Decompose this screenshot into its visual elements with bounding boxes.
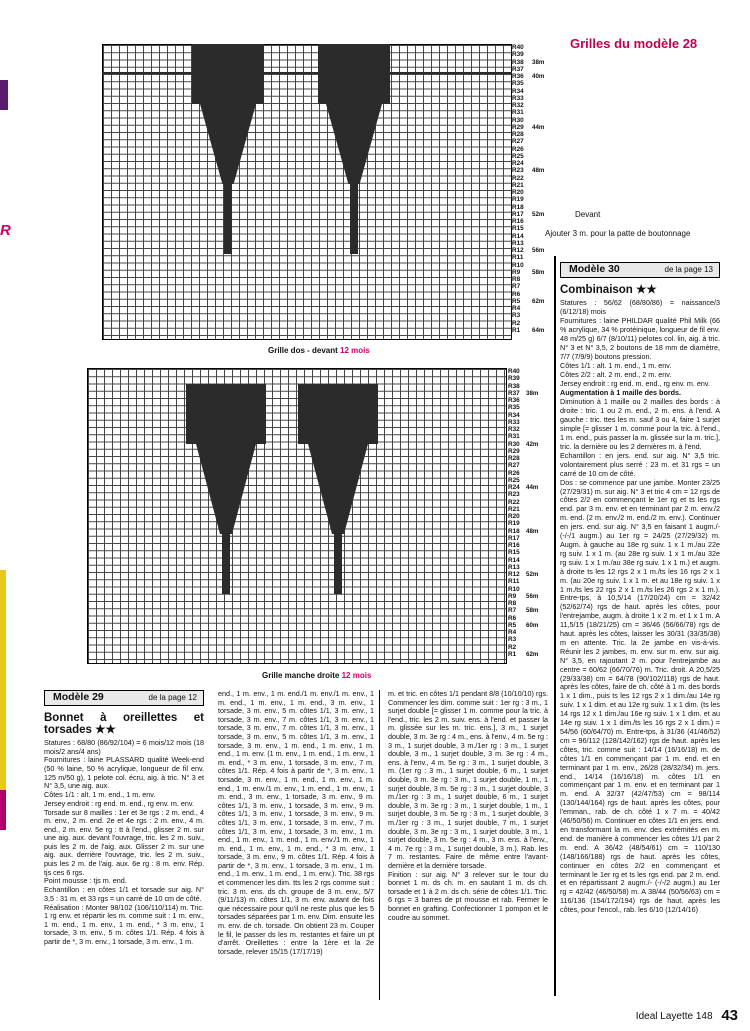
row-label: R12 (508, 571, 520, 578)
size-marker: 38m (526, 389, 539, 397)
size-marker: 62m (532, 297, 545, 305)
model-29-fournitures: Fournitures : laine PLASSARD qualité Week-end (50 % laine, 50 % acrylique, longueur de fil env. 125 m/50 g), 1 pelote col. écru, aig. à tric. N° 3 et N° 3,5, une aig. aux. (44, 755, 204, 791)
row-label: R23 (508, 491, 520, 499)
row-label: R20 (508, 513, 520, 520)
page-number: 43 (721, 1007, 738, 1024)
row-label: R10 (512, 261, 524, 269)
row-label: R9 (512, 268, 521, 276)
model-30-page-ref: de la page 13 (664, 265, 713, 274)
row-label: R31 (512, 109, 524, 117)
row-label: R21 (512, 181, 524, 189)
row-label: R1 (512, 326, 521, 334)
model-29-name: Modèle 29 (53, 691, 104, 703)
buttonhole-note: Ajouter 3 m. pour la patte de boutonnage (545, 229, 691, 238)
row-label: R36 (508, 397, 520, 404)
size-marker: 48m (532, 167, 545, 175)
model-30-name: Modèle 30 (569, 263, 620, 275)
row-label: R6 (512, 290, 521, 298)
row-label: R21 (508, 505, 520, 513)
model-30-jersey: Jersey endroit : rg end. m. end., rg env. m. env. (560, 378, 710, 388)
model-29-torsade: Torsade sur 8 mailles : 1er et 3e rgs : 2 m. end., 4 m. env., 2 m. end. 2e et 4e rgs : 2 m. env., 4 m. end., 2 m. env. 5e rg : tt à l'end., glisser 2 m. sur une aig. aux. devant l'ouvrage, tric. les 2 m. suiv., puis les 2 m. de l'aig. aux. Glisser 2 m. sur une aig. aux. derrière l'ouvrage, tric. les 2 m. suiv., puis les 2 m. de l'aig. aux. 6e rg : 8 m. env. Rép. tjs ces 6 rgs. (44, 807, 204, 877)
model-29-jersey: Jersey endroit : rg end. m. end., rg env. m. env. (44, 798, 194, 808)
size-marker: 44m (526, 484, 539, 491)
row-label: R18 (508, 527, 520, 535)
model-29-point-mousse: Point mousse : tjs m. end. (44, 876, 127, 886)
row-label: R14 (508, 556, 520, 564)
model-30-dos: Dos : se commence par une jambe. Monter 23/25 (27/29/31) m. sur aig. N° 3 et tric 4 cm = 12 rgs de côtes 2/2 en commençant le 1er rg et ts les rgs end. par 3 m. env. et en terminant par 2 m. env./2 m. end. (2 m. env./2 m. end./2 m. env.). Continuer en jers. end. sur aig. N° 3,5 en faisant 1 augm./- (-/-/1 augm.) au 1er rg = 24/25 (27/29/32) m. Augm. à gauche au 18e rg suiv. 1 x 1 m./au 22e rg suiv. 1 x 1 m. (au 28e rg suiv. 1 x 1 m./au 32e rg suiv. 1 x 1 m./au 38e rg suiv. 1 x 1 m.) et augm. à droite ts les 12 rgs 2 x 1 m./ts les 16 rgs 2 x 1 m. (au 20e rg suiv. 1 x 1 m. et au 18e rg suiv. 1 x 1 m./ts les 22 rgs 2 x 1 m./ts les 26 rgs 2 x 1 m.). Entre-tps, à 10,5/14 (17/20/24) cm = 32/42 (52/62/74) rgs de haut. après les côtes, pour l'entrejambe, augm. à droite 1 x 2 m. et 1 x 1 m. A 11,5/15 (18/21/25) cm = 36/46 (56/66/78) rgs de haut. après les côtes, laisser les 30/31 (33/35/38) m en attente. Tric. la 2e jambe en vis-à-vis. Réunir les 2 jambes, m. env. sur m. env. sur aig. N° 3,5, en rajoutant 2 m. pour l'entrejambe au centre = 60/62 (66/70/76) m. Tric. droit. A 20,5/25 (29/33/38) cm = 64/78 (90/102/118) rgs de haut. après les côtes, faire de ch. côté à 1 m. des bords 1 x 1 dim., puis ts les 12 rgs 2 x 1 dim./au 14e rg suiv. 1 x 1 dim. et au 12e rg suiv. 1 x 1 dim. (ts les 14 rgs 12 x 1 dim./au 16e rg suiv. 1 x 1 dim. et au 14e rg suiv. 1 x 1 dim./ts les 16 rgs 2 x 1 dim.) = 54/56 (60/64/70) m. Entre-tps, à 31/36 (41/46/52) cm = 96/112 (128/142/162) rgs de haut. après les côtes, tric. comme suit : 14/14 (16/16/18) m. de côtes 1/1 en commençant par 1 m. end. et en terminant par 1 m. env., 26/28 (28/32/34) m. jers. end., 14/14 (16/16/18) m. côtes 1/1 en commençant par 1 m. env. et en terminant par 1 m. end. A 32/37 (42/47/53) cm = 98/114 (130/144/164) rgs de haut. après les côtes, pour l'emman., rab. de ch. côté 1 x 7 m. = 40/42 (46/50/56) m. Continuer en côtes 1/1 en jers. end. en transformant la m. env. des extrémités en m. end. de manière à commencer les côtes 1/1 par 2 m. end. A 36/42 (48/54/61) cm = 110/130 (148/166/188) rgs de haut. après les côtes, continuer en côtes 2/2 en commençant et terminant le 1er rg et ts les rgs end. par 2 m. end. et en répartissant 2 augm./- (-/-/2 augm.) au 1er rg = 42/42 (46/50/58) m. A 38/44 (50/56/63) cm = 116/136 (154/172/194) rgs de haut. après les côtes, pour l'encol., rab. les 6/10 (12/14/16) (560, 477, 720, 915)
row-label: R39 (508, 375, 520, 383)
row-label: R24 (512, 160, 524, 167)
row-label: R37 (508, 389, 520, 397)
model-30-cotes-2-2: Côtes 2/2 : alt. 2 m. end., 2 m. env. (560, 369, 672, 379)
model-30-augmentation: Augmentation à 1 maille des bords. (560, 388, 682, 397)
model-30-column (560, 262, 720, 915)
row-label: R10 (508, 585, 520, 593)
row-label: R20 (512, 189, 524, 196)
row-label: R32 (512, 102, 524, 109)
model-29-column-2 (218, 690, 374, 957)
neck-step (102, 72, 512, 74)
row-label: R34 (508, 411, 520, 419)
row-label: R34 (512, 87, 524, 95)
cable-stem-1 (222, 534, 230, 594)
row-label: R5 (508, 621, 517, 629)
column-divider (554, 256, 556, 996)
cable-stem-2 (350, 184, 358, 254)
model-30-header (560, 262, 720, 278)
row-label: R11 (508, 578, 520, 586)
grid-dos-caption: Grille dos - devant 12 mois (268, 346, 370, 355)
size-marker: 60m (526, 621, 539, 629)
row-label: R27 (508, 462, 520, 470)
size-marker: 48m (526, 527, 539, 535)
row-label: R26 (512, 145, 524, 153)
row-label: R17 (512, 210, 524, 218)
row-label: R2 (508, 643, 517, 651)
row-label: R14 (512, 232, 524, 240)
column-divider-bottom (379, 690, 380, 1000)
row-label: R22 (508, 498, 520, 506)
model-30-echantillon: Echantillon : en jers. end. sur aig. N° 3,5 tric. volontairement plus serré : 23 m. et 31 rgs = un carré de 10 cm de côté. (560, 450, 720, 478)
row-label: R29 (508, 447, 520, 455)
row-label: R31 (508, 433, 520, 441)
row-label: R2 (512, 319, 521, 327)
model-29-finition: Finition : sur aig. N° 3 relever sur le tour du bonnet 1 m. ds ch. m. en sautant 1 m. ds ch. torsade et 1 à 2 m. ds ch. série de côtes 1/1. Tric. 6 rgs = 3 barres de pt mousse et rab. Fermer le bonnet en grafting. Confectionner 1 pompon et le coudre au sommet. (388, 869, 548, 922)
size-marker: 52m (526, 571, 539, 578)
row-label: R13 (512, 239, 524, 247)
row-label: R11 (512, 254, 524, 262)
row-label: R30 (512, 116, 524, 124)
row-label: R7 (512, 283, 521, 291)
edge-color-mark-yellow (0, 570, 6, 790)
row-label: R23 (512, 167, 524, 175)
row-label: R40 (508, 368, 520, 375)
decorative-letter-r: R (0, 222, 11, 239)
model-29-cotes: Côtes 1/1 : alt. 1 m. end., 1 m. env. (44, 789, 156, 799)
row-label: R19 (512, 196, 524, 204)
page-title: Grilles du modèle 28 (570, 36, 698, 51)
row-label: R22 (512, 174, 524, 182)
row-label: R8 (512, 276, 521, 283)
row-label: R12 (512, 247, 524, 254)
size-marker: 58m (526, 607, 539, 615)
row-label: R6 (508, 614, 517, 622)
model-29-echantillon: Echantillon : en côtes 1/1 et torsade sur aig. N° 3,5 : 31 m. et 33 rgs = un carré de 10 cm de côté. (44, 885, 204, 903)
model-29-realisation: Réalisation : Monter 98/102 (106/110/114) m. Tric. 1 rg env. et répartir les m. comme suit : 1 m. env., 1 m. end., 1 m. env., 1 m. end., * 3 m. env., 1 torsade, 3 m. env., 5 m. côtes 1/1. Rép. 4 fois à partir de *, 3 m. env., 1 torsade, 3 m. env., 1 m. (44, 902, 204, 946)
row-label: R24 (508, 484, 520, 491)
cable-column-2 (318, 44, 390, 104)
cable-column-2 (298, 384, 378, 444)
row-label: R3 (508, 636, 517, 644)
size-marker: 56m (526, 592, 539, 600)
size-marker: 52m (532, 210, 545, 218)
model-29-title: Bonnet à oreillettes et torsades ★★ (44, 712, 204, 736)
cable-stem-1 (224, 184, 232, 254)
row-label: R5 (512, 297, 521, 305)
row-label: R29 (512, 123, 524, 131)
knit-chart-grid (102, 44, 512, 340)
row-label: R35 (512, 80, 524, 88)
row-label: R13 (508, 563, 520, 571)
row-label: R3 (512, 312, 521, 320)
row-label: R9 (508, 592, 517, 600)
page-footer (636, 1007, 738, 1024)
issue-number: 148 (695, 1011, 713, 1022)
knit-chart-grid (87, 368, 507, 664)
magazine-name: Ideal Layette (635, 1011, 694, 1022)
row-label: R15 (512, 225, 524, 233)
row-label: R18 (512, 203, 524, 211)
row-label: R38 (512, 58, 524, 66)
model-29-header (44, 690, 204, 706)
row-label: R36 (512, 73, 524, 80)
row-label: R7 (508, 607, 517, 615)
model-29-realisation-cont: end., 1 m. env., 1 m. end./1 m. env./1 m. env., 1 m. end., 1 m. env., 1 m. end., 3 m. env., 1 torsade, 3 m. env., 5 m. côtes 1/1, 3 m. env., 1 torsade, 3 m. env., 7 m. côtes 1/1, 3 m. env., 1 torsade, 3 m. env., 7 m. côtes 1/1, 3 m. env., 1 torsade, 3 m. env., 5 m. côtes 1/1, 3 m. env., 1 torsade, 3 m. env., 1 m. end., 1 m. env., 1 m. end., 1 m. env. (1 m. env., 1 m. end., 1 m. env., 1 m. end., * 3 m. env., 1 torsade, 3 m. env., 7 m. côtes 1/1. Rép. 4 fois à partir de *, 3 m. env., 1 torsade, 3 m. env., 1 m. end., 1 m. env., 1 m. end., 1 m. env./1 m. env., 1 m. end., 1 m. env., 1 m. end., 3 m. env., 1 torsade, 3 m. env., 9 m. côtes 1/1, 3 m. env., 1 torsade, 3 m. env., 9 m. côtes 1/1, 3 m. env., 1 torsade, 3 m. env., 9 m. côtes 1/1, 3 m. env., 1 torsade, 3 m. env., 7 m. côtes 1/1, 3 m. env., 1 torsade, 3 m. env., 1 m. end., 1 m. env., 1 m. end., 1 m. env./1 m. env., 1 m. end., 1 m. env., 1 m. end., * 3 m. env., 1 torsade, 3 m. env., 9 m. côtes 1/1. Rép. 4 fois à partir de *, 3 m. env., 1 torsade, 3 m. env., 1 m. end., 1 m. env., 1 m. end., 1 m. env.). Tric. 38 rgs et commencer les dim. tts les 2 rgs comme suit : tric. 3 m. ens. ds ch. groupe de 3 m. env., 5/7 (9/11/13) m. côtes 1/1, 3 m. env. autant de fois que nécessaire pour qu'il ne reste plus que les 5 torsades séparées par 1 m. env. Dim. ensuite les m. env. de ch. torsade. On obtient 23 m. Couper le fil, le passer ds les m. restantes et faire un pt d'arrêt. Oreillettes : entre la 1ère et la 2e torsade, relever 15/15 (17/17/19) (218, 689, 374, 956)
size-marker: 40m (532, 73, 545, 80)
row-label: R35 (508, 404, 520, 412)
size-marker: 44m (532, 123, 545, 131)
size-marker: 62m (526, 650, 539, 658)
row-label: R1 (508, 650, 517, 658)
row-label: R17 (508, 534, 520, 542)
size-marker: 58m (532, 268, 545, 276)
row-label: R40 (512, 44, 524, 51)
cable-column-1 (186, 384, 266, 444)
row-label: R16 (512, 218, 524, 225)
model-29-page-ref: de la page 12 (148, 693, 197, 702)
row-label: R37 (512, 65, 524, 73)
row-label: R27 (512, 138, 524, 146)
edge-color-mark-magenta (0, 790, 6, 830)
model-30-diminution: Diminution à 1 maille ou 2 mailles des bords : à droite : tric. 1 ou 2 m. end., 2 m. ens. à l'end. A gauche : tric. ttes les m. sauf 3 ou 4, faire 1 surjet simple [= glisser 1 m. comme pour la tric. à l'end., 1 m. end., puis passer la m. glissée sur la m. tric.], tric. la dernière ou les 2 dernières m. à l'end. (560, 397, 720, 451)
row-label: R32 (508, 426, 520, 433)
size-marker: 64m (532, 326, 545, 334)
model-29-oreillettes: m. et tric. en côtes 1/1 pendant 8/8 (10/10/10) rgs. Commencer les dim. comme suit : 1er rg : 3 m., 1 surjet double [= glisser 1 m. comme pour la tric. à l'end., tric. les 2 m. suiv. ens. à l'end. et passer la m. glissée sur les m. tric. ens.], 3 m., 1 surjet double, 3 m. 3e rg : 4 m., ens. à l'env., 4 m. 5e rg : 3 m., 1 surjet double, 3 m./1er rg : 3 m., 1 surjet double, 3 m., 1 surjet double, 3 m. 3e rg : 4 m., ens. à l'env., 4 m. 5e rg : 3 m., 1 surjet double, 3 m. (1er rg : 3 m., 1 surjet double, 6 m., 1 surjet double, 3 m. 3e rg : 3 m., 1 surjet double, 1 m., 1 surjet double, 3 m. 5e rg : 3 m., 1 surjet double, 3 m./1er rg : 3 m., 1 surjet double, 6 m., 1 surjet double, 3 m. 3e rg : 3 m., 1 surjet double, 1 m., 1 surjet double, 3 m. 5e rg : 3 m., 1 surjet double, 3 m./1er rg : 3 m., 1 surjet double, 7 m., 1 surjet double, 3 m. 3e rg : 3 m., 1 surjet double, 3 m., 1 surjet double, 3 m. 5e rg : 4 m., 3 m. ens. à l'env., 4 m. 7e rg : 3 m., 1 surjet double, 3 m.). Rab. les 7 m. restantes. Faire de même entre l'avant-dernière et la dernière torsade. (388, 689, 548, 870)
row-label: R33 (508, 418, 520, 426)
row-label: R33 (512, 94, 524, 102)
row-labels-dos (512, 44, 524, 334)
row-label: R19 (508, 520, 520, 528)
size-marker: 38m (532, 58, 545, 66)
cable-column-1 (192, 44, 264, 104)
row-label: R4 (508, 629, 517, 636)
row-label: R30 (508, 440, 520, 448)
row-label: R25 (508, 476, 520, 484)
model-29-column-3 (388, 690, 548, 922)
row-labels-manche (508, 368, 520, 658)
model-29-statures: Statures : 68/80 (86/92/104) = 6 mois/12 mois (18 mois/2 ans/4 ans) (44, 738, 204, 756)
devant-label: Devant (575, 210, 601, 219)
row-label: R15 (508, 549, 520, 557)
row-label: R38 (508, 382, 520, 390)
size-marker: 56m (532, 247, 545, 254)
row-label: R25 (512, 152, 524, 160)
row-label: R28 (512, 131, 524, 138)
model-30-fournitures: Fournitures : laine PHILDAR qualité Phil Milk (66 % acrylique, 34 % protéinique, longueur de fil env. 48 m/25 g) 6/7 (8/10/11) pelotes col. lin, aig. à tric. N° 3 et N° 3,5, 2 boutons de 18 mm de diamètre, 7/7 (7/9/9) boutons pression. (560, 316, 720, 361)
row-label: R26 (508, 469, 520, 477)
row-label: R16 (508, 542, 520, 549)
model-29-column (44, 690, 204, 947)
row-label: R39 (512, 51, 524, 59)
model-30-statures: Statures : 56/62 (68/80/86) = naissance/3 (6/12/18) mois (560, 298, 720, 316)
size-marker: 42m (526, 440, 539, 448)
row-label: R28 (508, 455, 520, 462)
edge-color-mark-purple (0, 80, 8, 110)
model-30-cotes-1-1: Côtes 1/1 : alt. 1 m. end., 1 m. env. (560, 360, 672, 370)
row-label: R4 (512, 305, 521, 312)
cable-stem-2 (334, 534, 342, 594)
page-edge (0, 0, 10, 1031)
row-label: R8 (508, 600, 517, 607)
grid-manche-caption: Grille manche droite 12 mois (262, 671, 372, 680)
model-30-title: Combinaison ★★ (560, 284, 657, 296)
